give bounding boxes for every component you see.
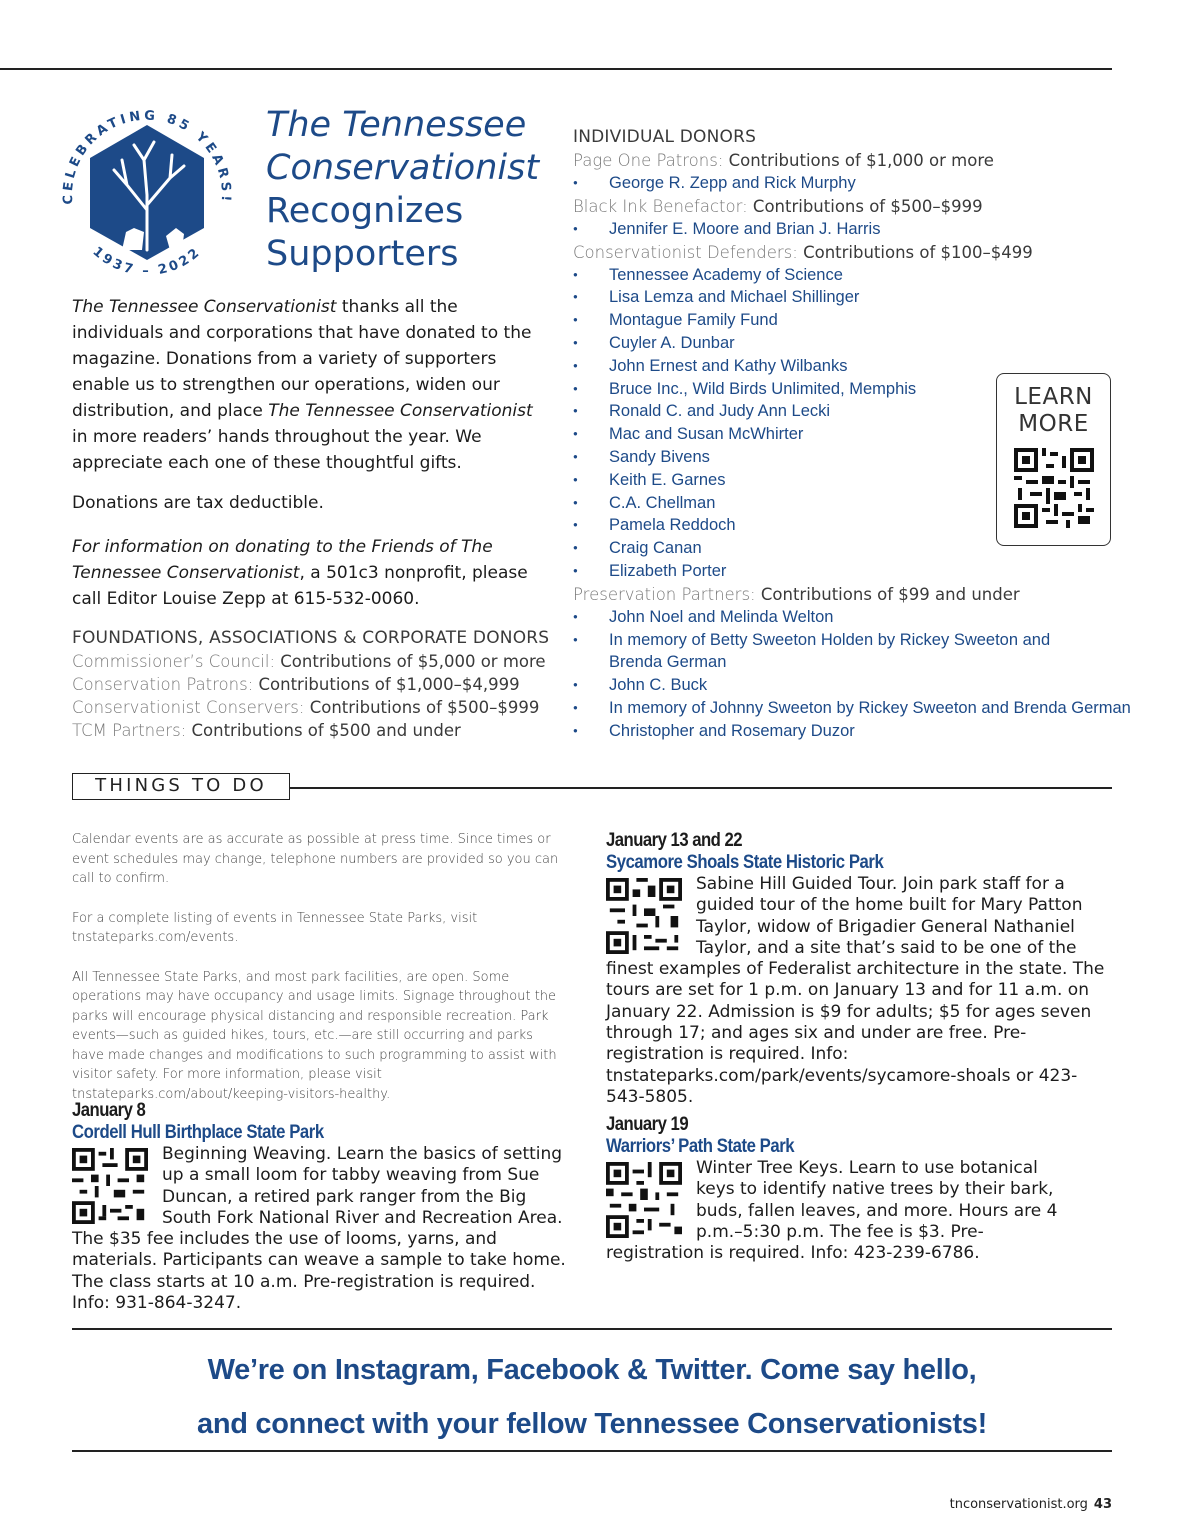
donor-item: ● Montague Family Fund [573, 309, 1133, 332]
event-description: Winter Tree Keys. Learn to use botanical keys to identify native trees by their bark, buds, fallen leaves, and more. Hours are 4 p.m.–5:30 p.m. The fee is $3. Pre-registration is required. Info: 423-239-6786. [606, 1158, 1058, 1264]
donor-item: ● Keith E. Garnes [573, 469, 1133, 492]
tier-tcm-partners: TCM Partners: Contributions of $500 and under [72, 721, 461, 740]
donor-item: ● Elizabeth Porter [573, 560, 1133, 583]
page-title [266, 104, 566, 276]
donor-item: ● C.A. Chellman [573, 492, 1133, 515]
event-date: January 8 [72, 1100, 146, 1121]
event-date: January 13 and 22 [606, 830, 743, 851]
donor-item: ● John C. Buck [573, 674, 1133, 697]
event-description: Sabine Hill Guided Tour. Join park staff for a guided tour of the home built for Mary Patton Taylor, widow of Brigadier General Nathaniel Taylor, and a site that’s said to be one of the finest examples of Federalist architecture in the state. The tours are set for 1 p.m. on January 13 and for 11 a.m. on January 22. Admission is $9 for adults; $5 for ages seven through 17; and ages six and under are free. Pre-registration is required. Info: tnstateparks.com/park/events/sycamore-shoals or 423-543-5805. [606, 874, 1105, 1107]
page-number: 43 [1093, 1497, 1112, 1512]
tier-conservationist-defenders: Conservationist Defenders: Contributions of $100–$499 [573, 242, 1033, 262]
tier-conservation-patrons: Conservation Patrons: Contributions of $1,000–$4,999 [72, 675, 520, 694]
social-callout [72, 1343, 1112, 1451]
event-january-19 [606, 1114, 1112, 1264]
donor-item: ● Sandy Bivens [573, 446, 1133, 469]
donor-item: ● Christopher and Rosemary Duzor [573, 720, 1133, 743]
svg-text:1937 – 2022: 1937 – 2022 [89, 244, 205, 279]
donor-item: ● Pamela Reddoch [573, 514, 1133, 537]
donor-item: ● Lisa Lemza and Michael Shillinger [573, 286, 1133, 309]
intro-paragraph-2: Donations are tax deductible. [72, 493, 324, 513]
intro-text [72, 294, 542, 626]
badge-svg [52, 100, 242, 290]
event-park: Warriors’ Path State Park [606, 1136, 795, 1157]
intro-paragraph-1: The Tennessee Conservationist thanks all the individuals and corporations that have donated to the magazine. Donations from a variety of supporters enable us to strengthen our operations, widen our distribution, and place The Tennessee Conservationist in more readers’ hands throughout the year. We appreciate each one of these thoughtful gifts. [72, 297, 533, 473]
foundations-section [72, 627, 562, 742]
top-rule [0, 68, 1112, 70]
things-to-do-heading: THINGS TO DO [72, 773, 290, 800]
donor-item: ● Craig Canan [573, 537, 1133, 560]
anniversary-badge [52, 100, 242, 290]
tier-commissioners-council: Commissioner’s Council: Contributions of $5,000 or more [72, 652, 546, 671]
donor-item: ● In memory of Betty Sweeton Holden by Rickey Sweeton and Brenda German [573, 629, 1103, 675]
qr-code-icon[interactable] [606, 878, 682, 954]
title-line-1: The Tennessee [266, 105, 527, 145]
title-line-3: Recognizes [266, 191, 464, 231]
event-description: Beginning Weaving. Learn the basics of setting up a small loom for tabby weaving from Sue Duncan, a retired park ranger from the Big South Fork National River and Recreation Area. The $35 fee includes the use of looms, yarns, and materials. Participants can weave a sample to take home. The class starts at 10 a.m. Pre-registration is required. Info: 931-864-3247. [72, 1144, 566, 1314]
donor-item: ● Bruce Inc., Wild Birds Unlimited, Memphis [573, 378, 1133, 401]
calendar-notes [72, 830, 564, 1124]
event-january-8 [72, 1100, 568, 1314]
donor-item: ● John Ernest and Kathy Wilbanks [573, 355, 1133, 378]
cta-top-rule [72, 1328, 1112, 1330]
donor-item: ● Mac and Susan McWhirter [573, 423, 1133, 446]
footer-site[interactable]: tnconservationist.org [949, 1497, 1088, 1512]
donor-item: ● Tennessee Academy of Science [573, 264, 1133, 287]
qr-code-icon[interactable] [1014, 448, 1094, 528]
page-footer [900, 1497, 1112, 1512]
donor-item: ● John Noel and Melinda Welton [573, 606, 1133, 629]
cta-bottom-rule [72, 1450, 1112, 1452]
svg-text:CELEBRATING 85 YEARS!: CELEBRATING 85 YEARS! [60, 108, 234, 206]
event-date: January 19 [606, 1114, 689, 1135]
title-line-4: Supporters [266, 234, 459, 274]
learn-more-box[interactable] [996, 373, 1111, 546]
title-line-2: Conservationist [266, 148, 540, 188]
qr-code-icon[interactable] [72, 1148, 148, 1224]
qr-code-icon[interactable] [606, 1162, 682, 1238]
tier-page-one-patrons: Page One Patrons: Contributions of $1,000 or more [573, 151, 994, 170]
foundations-heading: FOUNDATIONS, ASSOCIATIONS & CORPORATE DONORS [72, 628, 550, 648]
calendar-note: Calendar events are as accurate as possible at press time. Since times or event schedules may change, telephone numbers are provided so you can call to confirm. [72, 832, 559, 886]
donor-item: ● Cuyler A. Dunbar [573, 332, 1133, 355]
social-callout-line-2: and connect with your fellow Tennessee Conservationists! [197, 1408, 987, 1440]
individual-heading: INDIVIDUAL DONORS [573, 127, 757, 147]
event-park: Cordell Hull Birthplace State Park [72, 1122, 324, 1143]
things-rule [290, 787, 1112, 789]
donor-item: ● Jennifer E. Moore and Brian J. Harris [573, 218, 1133, 241]
donor-item: ● In memory of Johnny Sweeton by Rickey Sweeton and Brenda German [573, 697, 1133, 720]
social-callout-line-1: We’re on Instagram, Facebook & Twitter. Come say hello, [207, 1354, 977, 1386]
tier-preservation-partners: Preservation Partners: Contributions of $99 and under [573, 584, 1020, 604]
calendar-note: For a complete listing of events in Tennessee State Parks, visit tnstateparks.com/events. [72, 910, 478, 945]
intro-paragraph-3: For information on donating to the Friends of The Tennessee Conservationist, a 501c3 nonprofit, please call Editor Louise Zepp at 615-532-0060. [72, 537, 528, 609]
tier-black-ink-benefactor: Black Ink Benefactor: Contributions of $500–$999 [573, 196, 983, 216]
event-park: Sycamore Shoals State Historic Park [606, 852, 884, 873]
event-january-13-22 [606, 830, 1112, 1108]
calendar-note: All Tennessee State Parks, and most park facilities, are open. Some operations may have occupancy and usage limits. Signage throughout the parks will encourage physical distancing and responsible recreation. Park events—such as guided hikes, tours, etc.—are still occurring and parks have made changes and modifications to such programming to assist with visitor safety. For more information, please visit tnstateparks.com/about/keeping-visitors-healthy. [72, 969, 557, 1102]
learn-more-label: LEARN MORE [1014, 384, 1093, 437]
tier-conservationist-conservers: Conservationist Conservers: Contributions of $500–$999 [72, 698, 540, 717]
donor-item: ● Ronald C. and Judy Ann Lecki [573, 400, 1133, 423]
donor-item: ● George R. Zepp and Rick Murphy [573, 172, 1133, 195]
